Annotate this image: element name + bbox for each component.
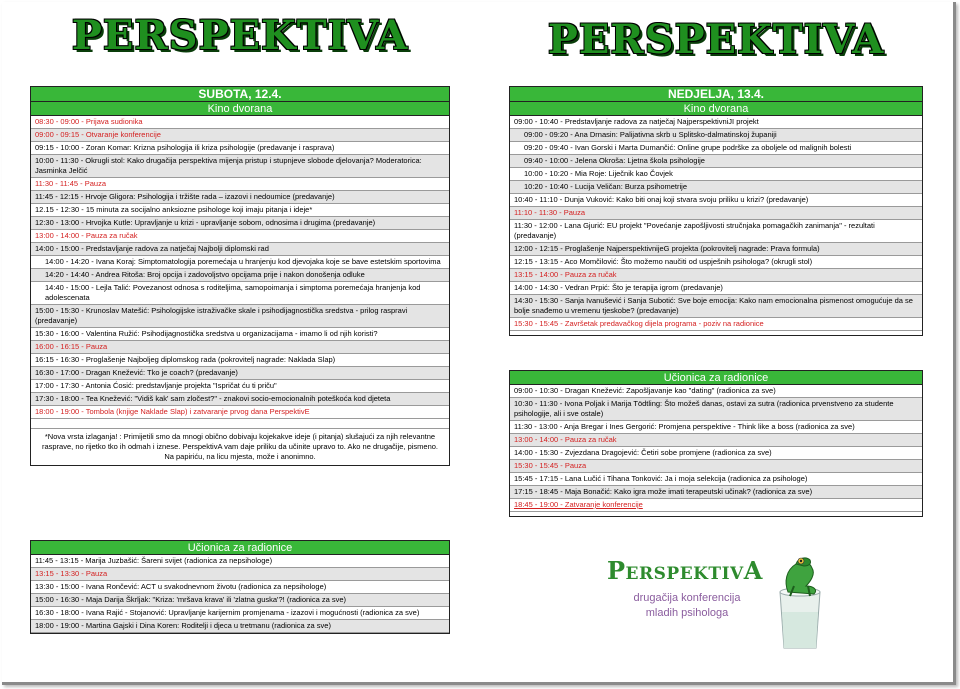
saturday-schedule-row-text: 16:15 - 16:30 - Proglašenje Najboljeg diplomskog rada (pokrovitelj nagrade: Naklada Slap): [35, 355, 336, 364]
sunday-schedule-row-text: 14:30 - 15:30 - Sanja Ivanušević i Sanja Subotić: Sve boje emocija: Kako nam emocionalna pismenost omogućuje da se bolje snađemo u vremenu tjeskobe? (predavanje): [514, 296, 913, 315]
sunday-schedule-row: [510, 168, 922, 181]
saturday-venue-header: Kino dvorana: [31, 102, 449, 116]
saturday-schedule-row-text: 16:30 - 17:00 - Dragan Knežević: Tko je coach? (predavanje): [35, 368, 238, 377]
frog-glass-icon: [770, 552, 830, 652]
saturday-schedule-row-text: 14:40 - 15:00 - Lejla Talić: Povezanost odnosa s roditeljima, samopoimanja i simptoma poremećaja hranjenja kod adolescenata: [45, 283, 421, 302]
saturday-rows: [31, 116, 449, 419]
sunday-workshop-row: [510, 473, 922, 486]
sunday-schedule-row-text: 09:40 - 10:00 - Jelena Okroša: Ljetna škola psihologije: [524, 156, 705, 165]
saturday-workshop-row-text: 13:15 - 13:30 - Pauza: [35, 569, 108, 578]
saturday-workshop-row: [31, 620, 449, 633]
sunday-workshop-spacer: [510, 512, 922, 516]
sunday-schedule-row-text: 09:00 - 10:40 - Predstavljanje radova za natječaj NajperspektivniJI projekt: [514, 117, 759, 126]
sunday-schedule-row: [510, 129, 922, 142]
saturday-schedule-row-text: 11:30 - 11:45 - Pauza: [35, 179, 107, 188]
sunday-workshop-row: [510, 486, 922, 499]
sunday-workshop-row: [510, 460, 922, 473]
sunday-logo-title: PERSPEKTIVA: [547, 16, 885, 63]
saturday-schedule-row: [31, 393, 449, 406]
saturday-workshop-row: [31, 581, 449, 594]
saturday-schedule-row-text: 09:15 - 10:00 - Zoran Komar: Krizna psihologija ili kriza psihologije (predavanje i rasprava): [35, 143, 335, 152]
saturday-schedule-row: [31, 178, 449, 191]
saturday-schedule-row: [31, 191, 449, 204]
sunday-workshop-row: [510, 385, 922, 398]
sunday-schedule-row: [510, 194, 922, 207]
sunday-workshop-row-text: 15:30 - 15:45 - Pauza: [514, 461, 587, 470]
saturday-schedule-row-text: 11:45 - 12:15 - Hrvoje Gligora: Psihologija i tržište rada – izazovi i nedoumice (predavanje): [35, 192, 335, 201]
saturday-schedule-row-text: 14:00 - 15:00 - Predstavljanje radova za natječaj Najbolji diplomski rad: [35, 244, 269, 253]
sunday-schedule-row: [510, 207, 922, 220]
saturday-schedule-row: [31, 243, 449, 256]
saturday-workshop-row-text: 15:00 - 16:30 - Maja Darija Škrljak: "Kriza: 'mršava krava' ili 'zlatna guska'?! (radionica za sve): [35, 595, 347, 604]
sunday-workshop-row: [510, 421, 922, 434]
sunday-workshop-row-text: 14:00 - 15:30 - Zvjezdana Dragojević: Četiri sobe promjene (radionica za sve): [514, 448, 772, 457]
saturday-schedule-row: [31, 155, 449, 178]
sunday-workshop-row-text: 13:00 - 14:00 - Pauza za ručak: [514, 435, 617, 444]
sunday-workshop-row-text: 09:00 - 10:30 - Dragan Knežević: Zapošljavanje kao "dating" (radionica za sve): [514, 386, 776, 395]
saturday-main-schedule: [30, 86, 450, 466]
saturday-schedule-row: [31, 269, 449, 282]
sunday-schedule-row: [510, 142, 922, 155]
conference-logo-subtitle: [607, 591, 767, 621]
saturday-schedule-row: [31, 129, 449, 142]
saturday-day-header: SUBOTA, 12.4.: [31, 87, 449, 102]
sunday-venue-header: Kino dvorana: [510, 102, 922, 116]
saturday-workshop-row-text: 13:30 - 15:00 - Ivana Rončević: ACT u svakodnevnom životu (radionica za nepsihologe): [35, 582, 327, 591]
saturday-schedule-row: [31, 282, 449, 305]
sunday-schedule-row: [510, 318, 922, 331]
sunday-schedule-row-text: 15:30 - 15:45 - Završetak predavačkog dijela programa - poziv na radionice: [514, 319, 764, 328]
sunday-schedule-row: [510, 220, 922, 243]
sunday-schedule-row: [510, 116, 922, 129]
saturday-note: *Nova vrsta izlaganja! : Primijetili smo da mnogi obično dobivaju kojekakve ideje (i pitanja) slušajući za njih relevantne rasprave, no rijetko tko ih odmah i iznese. PerspektivA vam daje priliku da učinite upravo to. Ako ne drugačije, pismeno. Na papiriću, na licu mjesta, može i anonimno.: [41, 432, 439, 461]
saturday-workshop-row: [31, 594, 449, 607]
saturday-schedule-row-text: 16:00 - 16:15 - Pauza: [35, 342, 108, 351]
saturday-schedule-row-text: 14:00 - 14:20 - Ivana Koraj: Simptomatologija poremećaja u hranjenju kod djevojaka koje se bave estetskim sportovima: [45, 257, 441, 266]
saturday-schedule-row: [31, 217, 449, 230]
sunday-workshop-row-text: 18:45 - 19:00 - Zatvaranje konferencije: [514, 500, 643, 509]
saturday-workshop-row: [31, 568, 449, 581]
sunday-main-schedule: [509, 86, 923, 336]
saturday-spacer: [31, 419, 449, 429]
sunday-schedule-row-text: 12:00 - 12:15 - Proglašenje NajperspektivnijeG projekta (pokrovitelj nagrade: Prava formula): [514, 244, 820, 253]
saturday-workshop-row: [31, 555, 449, 568]
sunday-workshop-row: [510, 447, 922, 460]
conference-logo-subtitle-line2: mladih psihologa: [645, 607, 729, 619]
sunday-schedule-row-text: 10:40 - 11:10 - Dunja Vuković: Kako biti onaj koji stvara svoju priliku u krizi? (predavanje): [514, 195, 809, 204]
saturday-schedule-row-text: 15:00 - 15:30 - Krunoslav Matešić: Psihologijske istraživačke skale i psihodijagnostička sredstva - prilog raspravi (predavanje): [35, 306, 408, 325]
sunday-schedule-row: [510, 295, 922, 318]
saturday-logo-title: PERSPEKTIVA: [71, 12, 409, 59]
saturday-schedule-row: [31, 204, 449, 217]
saturday-schedule-row: [31, 406, 449, 419]
sunday-workshop-row-text: 15:45 - 17:15 - Lana Lučić i Tihana Tonković: Ja i moja selekcija (radionica za psihologe): [514, 474, 808, 483]
saturday-schedule-row: [31, 341, 449, 354]
sunday-schedule-row-text: 13:15 - 14:00 - Pauza za ručak: [514, 270, 617, 279]
conference-logo-title: PerspektivA: [607, 556, 763, 585]
conference-logo-subtitle-line1: drugačija konferencija: [633, 592, 741, 604]
sunday-spacer: [510, 331, 922, 335]
sunday-schedule-row-text: 10:00 - 10:20 - Mia Roje: Liječnik kao Čovjek: [524, 169, 673, 178]
saturday-schedule-row-text: 13:00 - 14:00 - Pauza za ručak: [35, 231, 138, 240]
saturday-schedule-row: [31, 256, 449, 269]
saturday-schedule-row-text: 12:30 - 13:00 - Hrvojka Kutle: Upravljanje u krizi - upravljanje sobom, odnosima i drugima (predavanje): [35, 218, 376, 227]
saturday-schedule-row: [31, 230, 449, 243]
saturday-schedule-row-text: 18:00 - 19:00 - Tombola (knjige Naklade Slap) i zatvaranje prvog dana PerspektivE: [35, 407, 310, 416]
sunday-schedule-row-text: 10:20 - 10:40 - Lucija Veličan: Burza psihometrije: [524, 182, 688, 191]
sunday-workshop-row: [510, 398, 922, 421]
sunday-schedule-row-text: 09:20 - 09:40 - Ivan Gorski i Marta Dumančić: Online grupe podrške za oboljele od malignih bolesti: [524, 143, 852, 152]
sunday-workshop-row-text: 11:30 - 13:00 - Anja Bregar i Ines Gergorić: Promjena perspektive - Think like a boss (radionica za sve): [514, 422, 855, 431]
sunday-schedule-row: [510, 181, 922, 194]
sunday-day-header: NEDJELJA, 13.4.: [510, 87, 922, 102]
saturday-schedule-row: [31, 328, 449, 341]
saturday-schedule-row-text: 09:00 - 09:15 - Otvaranje konferencije: [35, 130, 161, 139]
saturday-workshop-schedule: [30, 540, 450, 634]
saturday-schedule-row: [31, 354, 449, 367]
saturday-workshop-row: [31, 607, 449, 620]
sunday-schedule-row: [510, 243, 922, 256]
sunday-workshop-schedule: [509, 370, 923, 517]
saturday-schedule-row: [31, 305, 449, 328]
saturday-schedule-row-text: 15:30 - 16:00 - Valentina Ružić: Psihodijagnostička sredstva u organizacijama - imamo li od njih koristi?: [35, 329, 378, 338]
saturday-workshop-rows: [31, 555, 449, 633]
sunday-workshop-rows: [510, 385, 922, 512]
sunday-schedule-row-text: 12:15 - 13:15 - Aco Momčilović: Što možemo naučiti od uspješnih psihologa? (okrugli stol): [514, 257, 813, 266]
saturday-schedule-row-text: 17:30 - 18:00 - Tea Knežević: "Vidiš kak' sam zločest?" - znakovi socio-emocionalnih poteškoća kod djeteta: [35, 394, 391, 403]
sunday-workshop-row-text: 17:15 - 18:45 - Maja Bonačić: Kako igra može imati terapeutski učinak? (radionica za sve): [514, 487, 813, 496]
saturday-schedule-row-text: 08:30 - 09:00 - Prijava sudionika: [35, 117, 143, 126]
sunday-schedule-row: [510, 269, 922, 282]
sunday-schedule-row-text: 11:30 - 12:00 - Lana Gjurić: EU projekt "Povećanje zapošljivosti stručnjaka pomagačkih zanimanja" - rezultati (predavanje): [514, 221, 875, 240]
sunday-schedule-row: [510, 256, 922, 269]
saturday-workshop-row-text: 11:45 - 13:15 - Marija Juzbašić: Šareni svijet (radionica za nepsihologe): [35, 556, 273, 565]
sunday-schedule-row: [510, 155, 922, 168]
saturday-workshop-row-text: 16:30 - 18:00 - Ivana Rajić - Stojanović: Upravljanje karijernim promjenama - izazovi i mogućnosti (radionica za sve): [35, 608, 420, 617]
sunday-schedule-row-text: 11:10 - 11:30 - Pauza: [514, 208, 586, 217]
sunday-schedule-row-text: 09:00 - 09:20 - Ana Drnasin: Palijativna skrb u Splitsko-dalmatinskoj županiji: [524, 130, 777, 139]
saturday-schedule-row: [31, 367, 449, 380]
sunday-workshop-row-text: 10:30 - 11:30 - Ivona Poljak i Marija Tödtling: Što možeš danas, ostavi za sutra (radionica prvenstveno za studente psihologije, ali i sve ostale): [514, 399, 894, 418]
saturday-workshop-row-text: 18:00 - 19:00 - Martina Gajski i Dina Koren: Roditelji i djeca u tretmanu (radionica za sve): [35, 621, 331, 630]
saturday-schedule-row: [31, 142, 449, 155]
sunday-workshop-row: [510, 499, 922, 512]
saturday-schedule-row: [31, 116, 449, 129]
saturday-schedule-row-text: 10:00 - 11:30 - Okrugli stol: Kako drugačija perspektiva mijenja pristup i stupnjeve slobode djelovanja? Moderatorica: Jasminka Jelčić: [35, 156, 422, 175]
sunday-workshop-row: [510, 434, 922, 447]
sunday-workshop-venue-header: Učionica za radionice: [510, 371, 922, 385]
sunday-schedule-row: [510, 282, 922, 295]
saturday-schedule-row: [31, 380, 449, 393]
saturday-schedule-row-text: 14:20 - 14:40 - Andrea Ritoša: Broj opcija i zadovoljstvo opcijama prije i nakon donošenja odluke: [45, 270, 365, 279]
sunday-rows: [510, 116, 922, 331]
saturday-schedule-row-text: 12.15 - 12:30 - 15 minuta za socijalno anksiozne psihologe koji imaju pitanja i ideje*: [35, 205, 313, 214]
sunday-schedule-row-text: 14:00 - 14:30 - Vedran Prpić: Što je terapija igrom (predavanje): [514, 283, 723, 292]
saturday-schedule-row-text: 17:00 - 17:30 - Antonia Ćosić: predstavljanje projekta "Ispričat ću ti priču": [35, 381, 277, 390]
saturday-workshop-venue-header: Učionica za radionice: [31, 541, 449, 555]
